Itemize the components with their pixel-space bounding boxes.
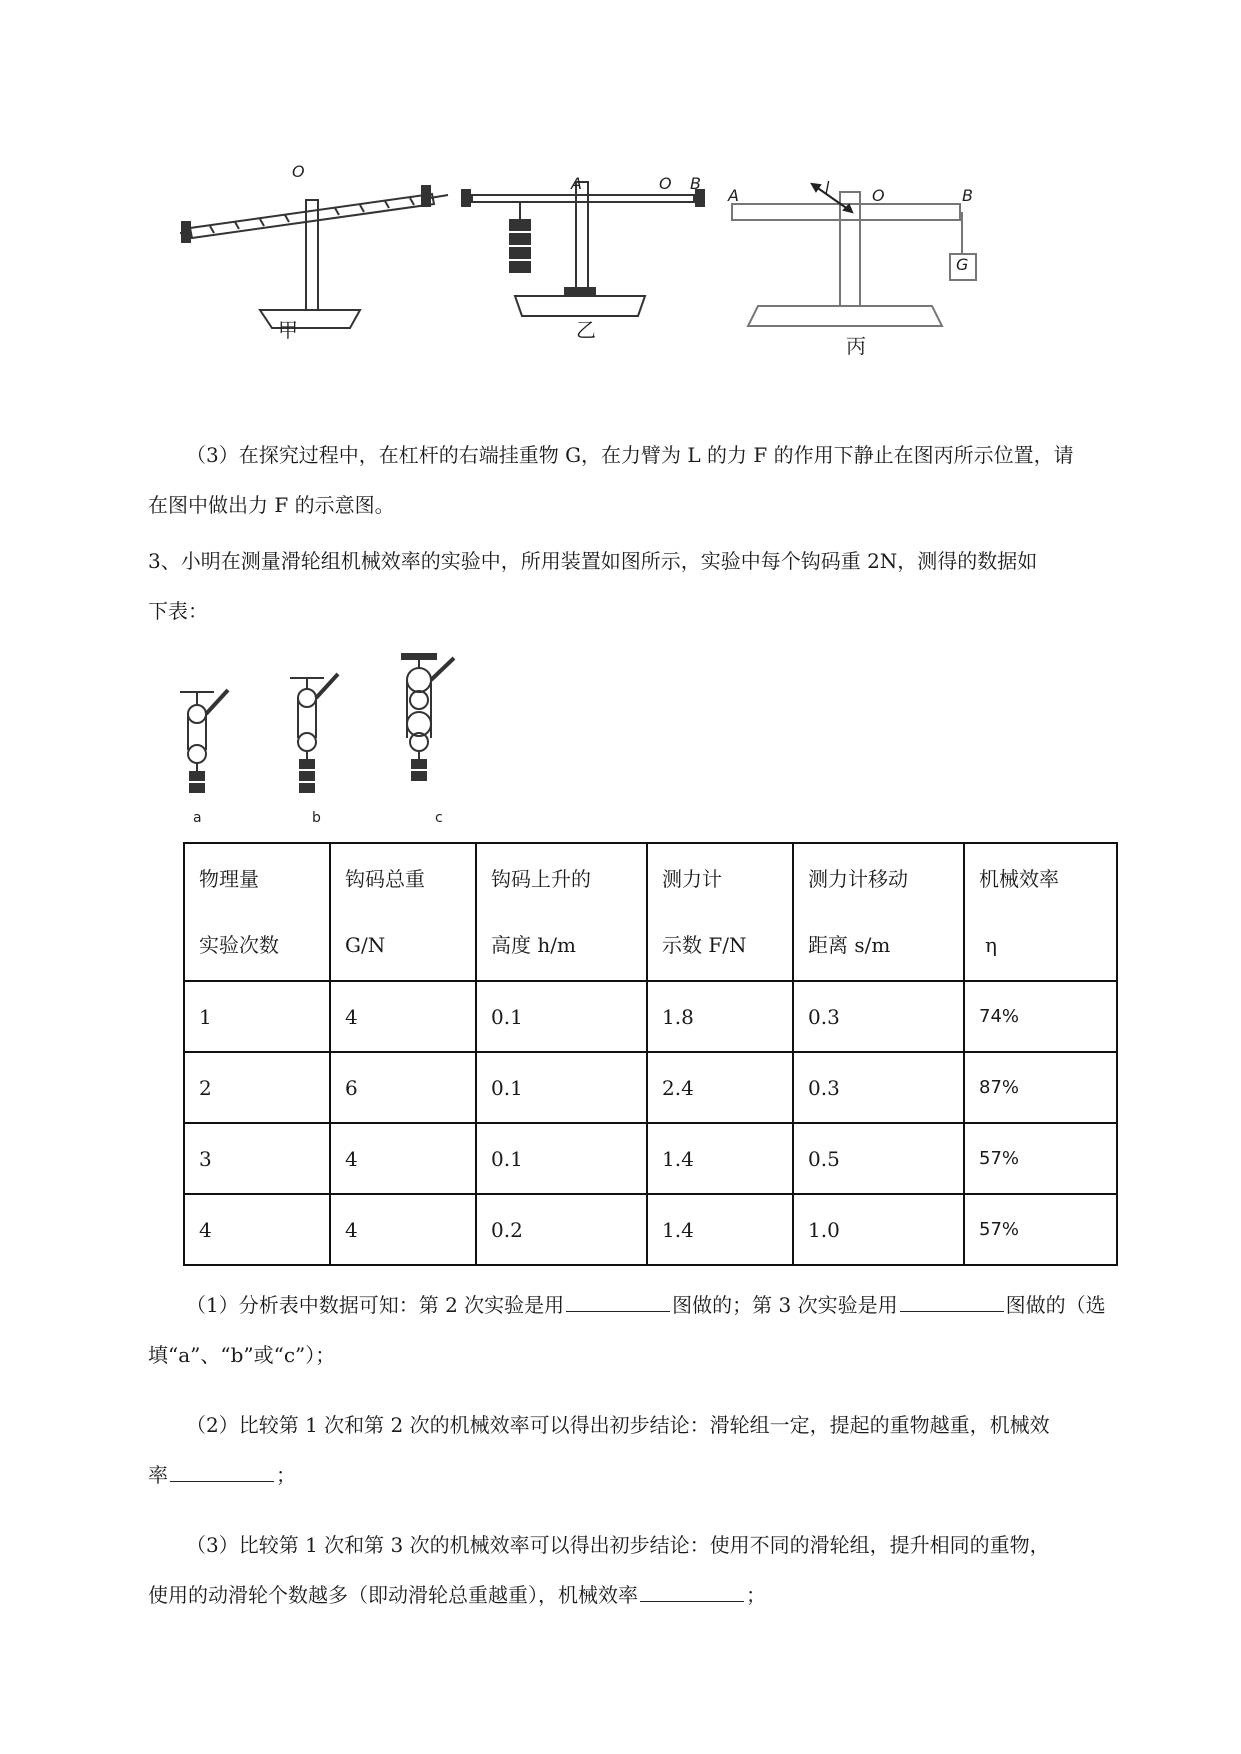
table-cell: 74%: [964, 981, 1117, 1052]
q3-intro: [148, 536, 1158, 636]
answer-blank[interactable]: [900, 1310, 1004, 1312]
figure-jia-caption: 甲: [278, 318, 298, 342]
table-cell: 3: [184, 1123, 330, 1194]
q3-part2-cont: [148, 1450, 1158, 1500]
q3-part3-line2: 使用的动滑轮个数越多（即动滑轮总重越重），机械效率 ；: [148, 1583, 766, 1607]
q3-part1-cont: [148, 1330, 1158, 1380]
q3-part2-line2: 率 ；: [148, 1463, 296, 1487]
table-cell: 0.2: [476, 1194, 647, 1265]
table-header-cell: 物理量 实验次数: [184, 843, 330, 981]
pulley-a-label: a: [193, 810, 202, 826]
figure-yi-caption: 乙: [576, 318, 596, 342]
table-cell: 2: [184, 1052, 330, 1123]
pulley-figure-b: [290, 674, 338, 792]
table-cell: 0.1: [476, 1123, 647, 1194]
answer-blank[interactable]: [566, 1310, 670, 1312]
table-row: [184, 1194, 1117, 1265]
table-cell: 1.0: [793, 1194, 964, 1265]
table-cell: 0.3: [793, 1052, 964, 1123]
table-row: [184, 981, 1117, 1052]
table-header-cell: 钩码总重 G/N: [330, 843, 476, 981]
pulley-figure-a: [180, 690, 228, 792]
point-B-label: B: [962, 186, 973, 205]
answer-blank[interactable]: [640, 1600, 744, 1602]
arm-l-label: l: [825, 178, 830, 197]
table-cell: 0.5: [793, 1123, 964, 1194]
lever-figure-yi: [462, 182, 704, 316]
experiment-data-table: [183, 842, 1118, 1266]
q3-part1: [148, 1280, 1158, 1330]
table-cell: 0.1: [476, 981, 647, 1052]
point-O-label: O: [292, 162, 305, 181]
table-cell: 4: [330, 1194, 476, 1265]
table-header-cell: 测力计移动 距离 s/m: [793, 843, 964, 981]
q3-part1-line2: 填“a”、“b”或“c”）；: [148, 1343, 336, 1367]
q2-part3-line1: （3）在探究过程中，在杠杆的右端挂重物 G，在力臂为 L 的力 F 的作用下静止在图丙所示位置，请: [186, 443, 1074, 467]
table-row: [184, 1052, 1117, 1123]
q3-part3-line1: （3）比较第 1 次和第 3 次的机械效率可以得出初步结论：使用不同的滑轮组，提升相同的重物，: [186, 1533, 1050, 1557]
q3-part1-line1: （1）分析表中数据可知：第 2 次实验是用 图做的；第 3 次实验是用 图做的（选: [186, 1293, 1106, 1317]
pulley-c-label: c: [435, 810, 443, 826]
table-cell: 4: [184, 1194, 330, 1265]
weight-G-label: G: [956, 255, 969, 274]
lever-figure-bing: [732, 184, 976, 326]
table-cell: 57%: [964, 1194, 1117, 1265]
q3-intro-line1: 3、小明在测量滑轮组机械效率的实验中，所用装置如图所示，实验中每个钩码重 2N，测得的数据如: [148, 549, 1038, 573]
figure-bing-caption: 丙: [846, 334, 866, 358]
point-A-label: A: [728, 186, 739, 205]
point-B-label: B: [690, 174, 701, 193]
table-header-cell: 钩码上升的 高度 h/m: [476, 843, 647, 981]
q2-part3-line2: 在图中做出力 F 的示意图。: [148, 493, 395, 517]
table-cell: 1.4: [647, 1123, 793, 1194]
q3-part3: [148, 1520, 1158, 1570]
lever-figure-jia: [180, 186, 448, 328]
point-A-label: A: [571, 174, 582, 193]
table-cell: 6: [330, 1052, 476, 1123]
table-header-row: [184, 843, 1117, 981]
table-header-cell: 测力计 示数 F/N: [647, 843, 793, 981]
q2-part3-text-cont: [148, 480, 1158, 530]
table-cell: 57%: [964, 1123, 1117, 1194]
answer-blank[interactable]: [170, 1480, 274, 1482]
q3-part2-line1: （2）比较第 1 次和第 2 次的机械效率可以得出初步结论：滑轮组一定，提起的重物越重，机械效: [186, 1413, 1050, 1437]
table-cell: 87%: [964, 1052, 1117, 1123]
pulley-figures: [170, 650, 510, 820]
pulley-figure-c: [402, 654, 454, 780]
point-O-label: O: [872, 186, 885, 205]
q3-part2: [148, 1400, 1158, 1450]
pulley-b-label: b: [312, 810, 321, 826]
point-O-label: O: [659, 174, 672, 193]
table-header-cell: 机械效率 η: [964, 843, 1117, 981]
q3-part3-cont: [148, 1570, 1158, 1620]
table-cell: 0.3: [793, 981, 964, 1052]
table-row: [184, 1123, 1117, 1194]
table-cell: 1.8: [647, 981, 793, 1052]
table-cell: 1.4: [647, 1194, 793, 1265]
lever-figures: [180, 170, 1080, 400]
q2-part3-text: [148, 430, 1158, 480]
table-cell: 4: [330, 1123, 476, 1194]
q3-intro-line2: 下表：: [148, 599, 208, 623]
table-cell: 0.1: [476, 1052, 647, 1123]
table-cell: 1: [184, 981, 330, 1052]
table-cell: 4: [330, 981, 476, 1052]
table-cell: 2.4: [647, 1052, 793, 1123]
